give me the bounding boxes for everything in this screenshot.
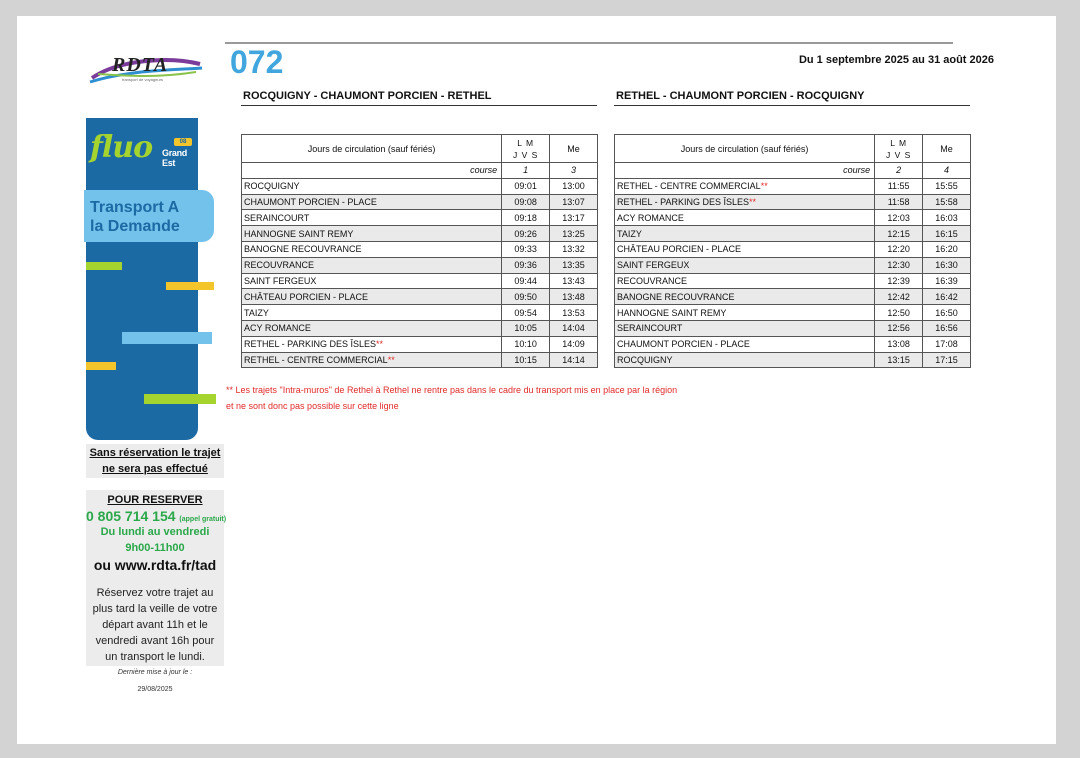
stop-row [242,320,598,336]
departure-time: 11:58 [875,194,923,210]
stop-name: RECOUVRANCE [615,273,875,289]
stop-row [242,178,598,194]
departure-time: 14:04 [550,320,598,336]
stop-name: RETHEL - CENTRE COMMERCIAL** [242,352,502,368]
stop-name: SAINT FERGEUX [242,273,502,289]
stop-row [242,336,598,352]
stop-name: ACY ROMANCE [615,210,875,226]
booking-website: ou www.rdta.fr/tad [93,557,217,573]
stop-name: BANOGNE RECOUVRANCE [615,289,875,305]
stop-row [615,257,971,273]
stop-row [242,289,598,305]
departure-time: 13:32 [550,241,598,257]
course-number: 2 [875,163,923,179]
departure-time: 17:15 [923,352,971,368]
days-weekdays: L M J V S [875,135,923,163]
stop-name: HANNOGNE SAINT REMY [242,226,502,242]
departure-time: 15:55 [923,178,971,194]
phone-number: 0 805 714 154 [86,508,176,524]
departure-time: 16:50 [923,305,971,321]
course-number: 1 [502,163,550,179]
stop-row [615,226,971,242]
stop-row [242,273,598,289]
departure-time: 12:20 [875,241,923,257]
stop-name: ROCQUIGNY [242,178,502,194]
departure-time: 13:53 [550,305,598,321]
footnote-marker: ** [387,354,395,365]
stop-row [615,305,971,321]
stop-name: CHAUMONT PORCIEN - PLACE [242,194,502,210]
stop-row [242,352,598,368]
departure-time: 16:56 [923,320,971,336]
departure-time: 13:08 [875,336,923,352]
departure-time: 10:10 [502,336,550,352]
stop-row [615,210,971,226]
stop-name: CHÂTEAU PORCIEN - PLACE [615,241,875,257]
green-stripe-2 [144,394,216,404]
stop-row [615,289,971,305]
booking-instructions: Réservez votre trajet au plus tard la veille de votre départ avant 11h et le vendredi avant 16h pour un transport le lundi. [92,587,218,663]
no-reservation-warning: Sans réservation le trajet ne sera pas effectué [86,444,224,478]
departure-time: 16:15 [923,226,971,242]
tad-banner [84,190,214,242]
stop-row [242,257,598,273]
stop-row [242,241,598,257]
departure-time: 12:30 [875,257,923,273]
stop-row [615,336,971,352]
course-label: course [615,163,875,179]
stop-name: HANNOGNE SAINT REMY [615,305,875,321]
departure-time: 12:39 [875,273,923,289]
course-number: 3 [550,163,598,179]
booking-title: POUR RESERVER [107,494,203,506]
departure-time: 13:43 [550,273,598,289]
days-weekdays: L M J V S [502,135,550,163]
departure-time: 12:15 [875,226,923,242]
booking-phone [86,508,227,524]
stop-name: CHÂTEAU PORCIEN - PLACE [242,289,502,305]
validity-period: Du 1 septembre 2025 au 31 août 2026 [798,54,994,66]
outbound-direction-rule [241,105,597,106]
departure-time: 09:54 [502,305,550,321]
stop-name: SERAINCOURT [242,210,502,226]
last-update-date: 29/08/2025 [137,686,173,693]
departure-time: 17:08 [923,336,971,352]
stop-row [242,226,598,242]
green-stripe-1 [86,262,122,270]
footnote-marker: ** [376,339,384,350]
departure-time: 16:39 [923,273,971,289]
days-wednesday: Me [923,135,971,163]
light-blue-stripe [122,332,212,344]
stop-name: BANOGNE RECOUVRANCE [242,241,502,257]
course-label: course [242,163,502,179]
departure-time: 14:09 [550,336,598,352]
departure-time: 09:36 [502,257,550,273]
rdta-logo [88,50,204,90]
departure-time: 16:03 [923,210,971,226]
departure-time: 09:01 [502,178,550,194]
stop-row [615,241,971,257]
grand-est-label: Grand Est [162,148,188,168]
footnote-marker: ** [749,196,757,207]
department-badge: 08 [174,138,192,146]
days-wednesday: Me [550,135,598,163]
departure-time: 15:58 [923,194,971,210]
departure-time: 13:35 [550,257,598,273]
departure-time: 12:56 [875,320,923,336]
course-number: 4 [923,163,971,179]
departure-time: 10:05 [502,320,550,336]
line-number: 072 [230,44,284,80]
departure-time: 09:50 [502,289,550,305]
footnote-line-2: et ne sont donc pas possible sur cette ligne [226,401,399,411]
stop-name: ROCQUIGNY [615,352,875,368]
departure-time: 09:26 [502,226,550,242]
stop-name: RETHEL - PARKING DES ÎSLES** [615,194,875,210]
stop-row [615,320,971,336]
inbound-timetable [614,134,971,368]
stop-row [242,305,598,321]
fluo-brand-panel [86,118,198,440]
outbound-timetable [241,134,598,368]
stop-name: RETHEL - CENTRE COMMERCIAL** [615,178,875,194]
stop-name: RETHEL - PARKING DES ÎSLES** [242,336,502,352]
stop-name: RECOUVRANCE [242,257,502,273]
stop-row [615,352,971,368]
departure-time: 16:42 [923,289,971,305]
departure-time: 12:50 [875,305,923,321]
departure-time: 12:03 [875,210,923,226]
departure-time: 13:15 [875,352,923,368]
departure-time: 11:55 [875,178,923,194]
departure-time: 13:17 [550,210,598,226]
inbound-direction-rule [614,105,970,106]
booking-days: Du lundi au vendredi [100,526,210,538]
stop-name: CHAUMONT PORCIEN - PLACE [615,336,875,352]
yellow-stripe-2 [86,362,116,370]
stop-name: SERAINCOURT [615,320,875,336]
departure-time: 09:33 [502,241,550,257]
outbound-direction: ROCQUIGNY - CHAUMONT PORCIEN - RETHEL [243,90,492,102]
days-label: Jours de circulation (sauf fériés) [615,135,875,163]
logo-tagline: transport de voyageurs [122,77,163,82]
departure-time: 16:20 [923,241,971,257]
fluo-logo: fluo [90,130,153,165]
departure-time: 16:30 [923,257,971,273]
days-label: Jours de circulation (sauf fériés) [242,135,502,163]
stop-name: SAINT FERGEUX [615,257,875,273]
stop-row [242,210,598,226]
stop-row [615,273,971,289]
header-rule [225,42,953,44]
departure-time: 13:00 [550,178,598,194]
departure-time: 09:18 [502,210,550,226]
booking-hours: 9h00-11h00 [125,542,185,554]
footnote-marker: ** [760,181,768,192]
stop-row [242,194,598,210]
departure-time: 12:42 [875,289,923,305]
stop-name: TAIZY [615,226,875,242]
departure-time: 13:25 [550,226,598,242]
stop-name: ACY ROMANCE [242,320,502,336]
phone-note: (appel gratuit) [179,516,227,523]
departure-time: 09:08 [502,194,550,210]
stop-name: TAIZY [242,305,502,321]
stop-row [615,178,971,194]
tad-label: Transport A la Demande [90,199,180,235]
departure-time: 09:44 [502,273,550,289]
departure-time: 13:07 [550,194,598,210]
footnote-line-1: ** Les trajets "Intra-muros" de Rethel à Rethel ne rentre pas dans le cadre du transport mis en place par la région [226,385,678,395]
yellow-stripe-1 [166,282,214,290]
booking-info-box [86,490,227,666]
departure-time: 10:15 [502,352,550,368]
last-update-label: Dernière mise à jour le : [117,669,193,676]
inbound-direction: RETHEL - CHAUMONT PORCIEN - ROCQUIGNY [616,90,865,102]
departure-time: 13:48 [550,289,598,305]
stop-row [615,194,971,210]
departure-time: 14:14 [550,352,598,368]
logo-wordmark: RDTA [112,54,169,76]
